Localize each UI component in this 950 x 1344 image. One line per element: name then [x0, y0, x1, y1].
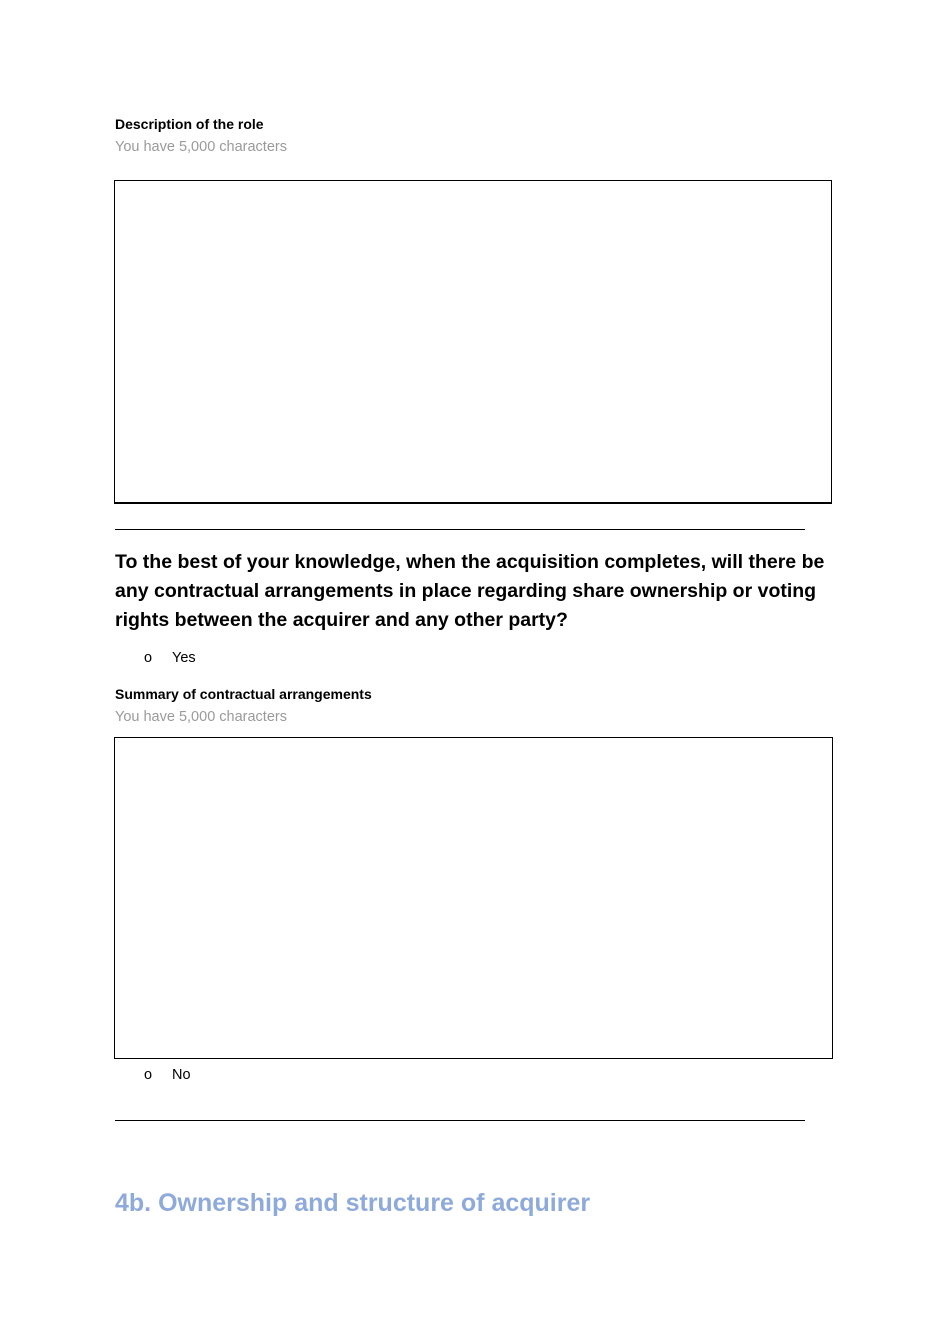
role-description-textarea[interactable]: [114, 180, 832, 504]
option-no-label: No: [172, 1067, 191, 1083]
summary-label: Summary of contractual arrangements: [115, 686, 372, 702]
role-description-char-limit: You have 5,000 characters: [115, 139, 287, 155]
contractual-arrangements-question: To the best of your knowledge, when the acquisition completes, will there be any contractual arrangements in place regarding share ownership or voting rights between the acquirer and any other party?: [115, 551, 825, 631]
radio-circle-icon: o: [144, 650, 153, 666]
option-yes-label: Yes: [172, 650, 196, 666]
option-no[interactable]: [144, 1067, 191, 1083]
section-divider: [115, 529, 805, 530]
radio-circle-icon: o: [144, 1067, 153, 1083]
section-heading: 4b. Ownership and structure of acquirer: [115, 1189, 591, 1217]
option-yes[interactable]: [144, 650, 196, 666]
summary-char-limit: You have 5,000 characters: [115, 709, 287, 725]
section-divider: [115, 1120, 805, 1121]
summary-textarea[interactable]: [114, 737, 833, 1059]
role-description-label: Description of the role: [115, 116, 264, 132]
